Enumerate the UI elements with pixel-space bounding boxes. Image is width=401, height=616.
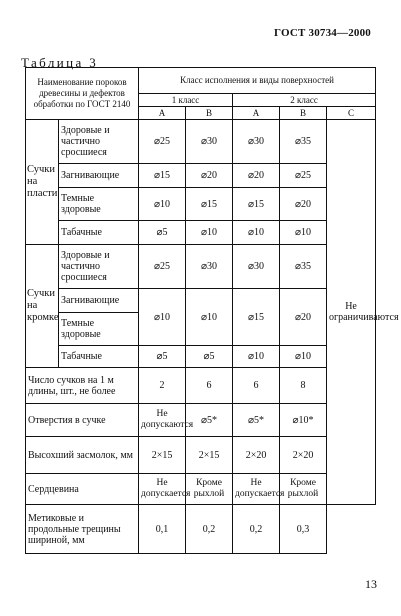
table-row [26,346,376,368]
table-cell: ⌀25 [139,120,186,164]
table-row [26,505,376,554]
table-cell: ⌀10 [186,221,233,245]
row-label: Здоровые и частично сросшиеся [59,245,139,289]
table-row [26,188,376,221]
table-cell: 6 [186,368,233,404]
row-label: Загнивающие [59,164,139,188]
row-label: Темные здоровые [59,313,139,346]
table-cell: Кроме рыхлой [186,474,233,505]
row-label: Здоровые и частично сросшиеся [59,120,139,164]
row-label: Табачные [59,221,139,245]
header-col-1b: В [186,107,233,120]
header-col-2a: А [233,107,280,120]
row-label: Табачные [59,346,139,368]
table-cell: 6 [233,368,280,404]
table-cell: ⌀20 [280,289,327,346]
table-cell: ⌀10 [280,221,327,245]
table-cell: ⌀30 [233,245,280,289]
table-cell: ⌀5 [139,221,186,245]
table-cell: ⌀25 [139,245,186,289]
table-cell: ⌀20 [186,164,233,188]
row-label: Высохший засмолок, мм [26,437,139,474]
row-label: Число сучков на 1 м длины, шт., не более [26,368,139,404]
header-class1: 1 класс [139,94,233,107]
header-col-2b: В [280,107,327,120]
table-row [26,289,376,313]
table-cell: ⌀20 [233,164,280,188]
table-cell: Не допускается [233,474,280,505]
header-col-c: С [327,107,376,120]
header-class-title: Класс исполнения и виды поверхностей [139,68,376,94]
table-cell: ⌀15 [233,289,280,346]
table-cell: 2 [139,368,186,404]
row-label: Сердцевина [26,474,139,505]
table-cell: ⌀5* [233,404,280,437]
table-cell: ⌀10 [186,289,233,346]
table-row [26,245,376,289]
table-cell: 8 [280,368,327,404]
header-name-column: Наименование пороков древесины и дефектов обработки по ГОСТ 2140 [26,68,139,120]
table-row [26,164,376,188]
table-cell: ⌀10 [280,346,327,368]
table-cell: Не допускаются [139,404,186,437]
table-cell: 2×15 [186,437,233,474]
table-cell: 2×20 [280,437,327,474]
table-cell: 2×15 [139,437,186,474]
table-row [26,368,376,404]
table-cell: ⌀10 [139,188,186,221]
col-c-value: Не ограничиваются [327,120,376,505]
table-row [26,437,376,474]
table-cell: ⌀10 [233,221,280,245]
table-row [26,221,376,245]
table-row [26,120,376,164]
table-cell: ⌀35 [280,245,327,289]
header-col-1a: А [139,107,186,120]
table-cell: 0,3 [280,505,327,554]
standards-table [25,67,399,554]
table-cell: ⌀15 [139,164,186,188]
table-cell: Не допускается [139,474,186,505]
table-cell: ⌀30 [186,120,233,164]
row-label: Темные здоровые [59,188,139,221]
table-title: Таблица 3 [21,55,99,70]
group-knots-face: Сучки на пласти [26,120,59,245]
page-number: 13 [365,577,377,591]
table-row [26,474,376,505]
table-cell: ⌀5* [186,404,233,437]
table-cell: ⌀10 [233,346,280,368]
table-cell: ⌀35 [280,120,327,164]
row-label: Загнивающие [59,289,139,313]
table-cell: ⌀5 [139,346,186,368]
table-cell: ⌀30 [233,120,280,164]
row-label: Метиковые и продольные трещины шириной, мм [26,505,139,554]
document-code: ГОСТ 30734—2000 [274,27,371,39]
table-cell: ⌀15 [233,188,280,221]
group-knots-edge: Сучки на кромке [26,245,59,368]
header-class2: 2 класс [233,94,376,107]
table-cell: ⌀10 [139,289,186,346]
table-cell: 0,2 [233,505,280,554]
table-cell: 0,2 [186,505,233,554]
row-label: Отверстия в сучке [26,404,139,437]
table-cell: Кроме рыхлой [280,474,327,505]
table-row [26,404,376,437]
table-cell: ⌀15 [186,188,233,221]
table-cell: ⌀10* [280,404,327,437]
table-cell: 0,1 [139,505,186,554]
table-cell: 2×20 [233,437,280,474]
table-cell: ⌀30 [186,245,233,289]
table-cell: ⌀20 [280,188,327,221]
table-cell: ⌀5 [186,346,233,368]
table-cell: ⌀25 [280,164,327,188]
